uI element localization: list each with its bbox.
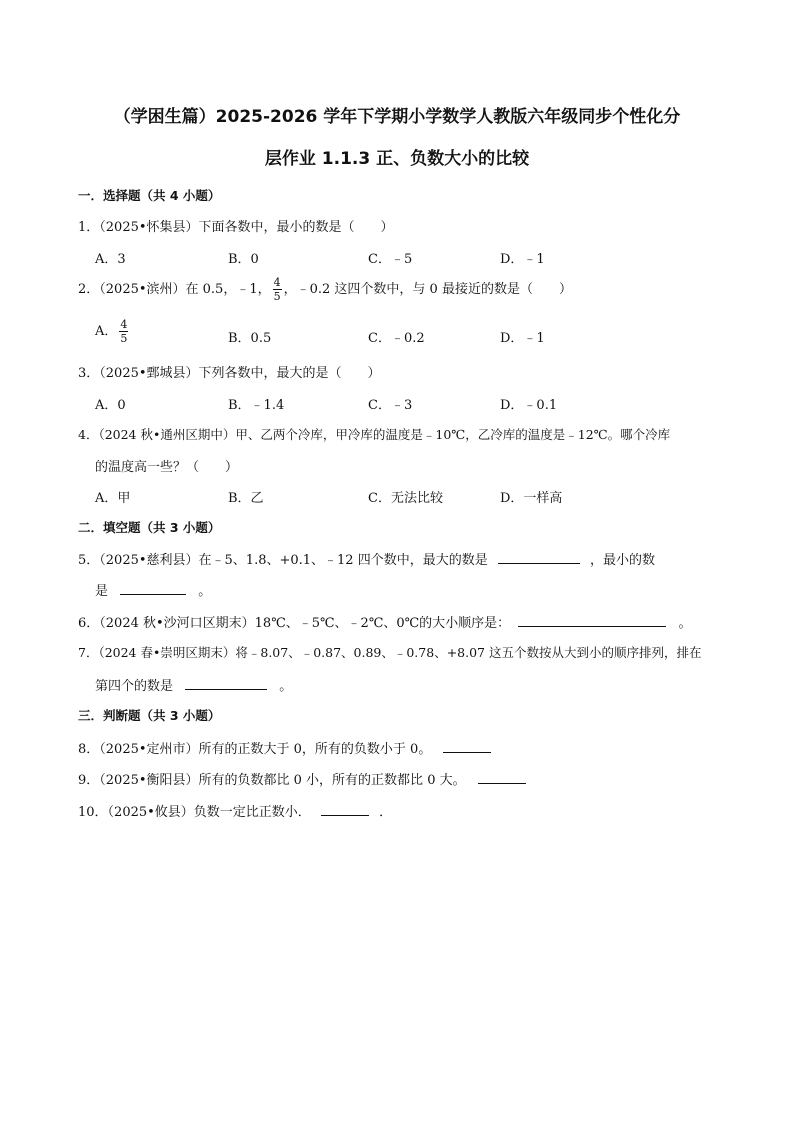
question-10-text: 10．（2025•攸县）负数一定比正数小．	[78, 805, 311, 820]
option-b: B．乙	[228, 491, 264, 506]
option-a	[95, 318, 130, 345]
question-4-line-2: 的温度高一些？（ ）	[95, 460, 239, 475]
question-5-text-d: 。	[198, 584, 212, 599]
fraction	[273, 276, 282, 303]
answer-blank[interactable]	[321, 803, 369, 816]
question-5-text-b: ，最小的数	[590, 553, 656, 568]
question-6	[78, 612, 691, 631]
question-10	[78, 801, 392, 820]
option-b: B．0	[228, 252, 259, 267]
answer-blank[interactable]	[518, 614, 666, 627]
document-title-line-1: （学困生篇）2025-2026 学年下学期小学数学人教版六年级同步个性化分	[113, 107, 681, 127]
answer-blank[interactable]	[185, 677, 267, 690]
fraction-denominator: 5	[120, 332, 128, 345]
question-2-options	[95, 318, 655, 352]
question-10-end: ．	[379, 805, 393, 820]
section-heading-fill-in: 二．填空题（共 3 小题）	[78, 520, 221, 535]
question-4-options	[95, 487, 655, 509]
option-a: A．0	[95, 398, 126, 413]
question-2	[78, 276, 572, 303]
option-b: B．0.5	[228, 331, 272, 346]
option-d: D．﹣1	[500, 331, 545, 346]
option-a: A．3	[95, 252, 126, 267]
document-title-line-2: 层作业 1.1.3 正、负数大小的比较	[264, 149, 530, 169]
question-3-options	[95, 394, 655, 416]
option-a-label: A．	[95, 324, 118, 339]
answer-blank[interactable]	[120, 582, 186, 595]
question-8	[78, 738, 491, 757]
option-c: C．﹣3	[368, 398, 413, 413]
question-1-options	[95, 248, 655, 270]
answer-blank[interactable]	[443, 740, 491, 753]
question-5-line-2	[95, 580, 211, 599]
question-5-text-a: 5．（2025•慈利县）在﹣5、1.8、+0.1、﹣12 四个数中，最大的数是	[78, 553, 488, 568]
question-9	[78, 769, 526, 788]
option-b: B．﹣1.4	[228, 398, 285, 413]
option-c: C．无法比较	[368, 491, 443, 506]
question-2-suffix: ，﹣0.2 这四个数中，与 0 最接近的数是（ ）	[283, 282, 572, 297]
question-7-text: 第四个的数是	[95, 679, 174, 694]
section-heading-true-false: 三．判断题（共 3 小题）	[78, 708, 221, 723]
fraction	[119, 318, 128, 345]
option-c: C．﹣5	[368, 252, 413, 267]
question-5-line-1	[78, 549, 655, 568]
option-a: A．甲	[95, 491, 131, 506]
fraction-numerator: 4	[120, 318, 128, 331]
question-4-line-1: 4．（2024 秋•通州区期中）甲、乙两个冷库，甲冷库的温度是﹣10℃，乙冷库的温度是﹣12℃。哪个冷库	[78, 427, 671, 442]
option-d: D．一样高	[500, 491, 563, 506]
question-3: 3．（2025•鄄城县）下列各数中，最大的是（ ）	[78, 366, 381, 381]
answer-blank[interactable]	[498, 551, 580, 564]
question-7-end: 。	[279, 679, 293, 694]
fraction-denominator: 5	[273, 290, 281, 303]
option-d: D．﹣0.1	[500, 398, 558, 413]
question-6-text: 6．（2024 秋•沙河口区期末）18℃、﹣5℃、﹣2℃、0℃的大小顺序是：	[78, 616, 511, 631]
question-5-text-c: 是	[95, 584, 109, 599]
question-9-text: 9．（2025•衡阳县）所有的负数都比 0 小，所有的正数都比 0 大。	[78, 773, 466, 788]
option-d: D．﹣1	[500, 252, 545, 267]
question-1: 1．（2025•怀集县）下面各数中，最小的数是（ ）	[78, 220, 394, 235]
question-8-text: 8．（2025•定州市）所有的正数大于 0，所有的负数小于 0。	[78, 742, 432, 757]
fraction-numerator: 4	[273, 276, 281, 289]
option-c: C．﹣0.2	[368, 331, 425, 346]
question-7-line-1: 7．（2024 春•崇明区期末）将﹣8.07、﹣0.87、0.89、﹣0.78、+8.07 这五个数按从大到小的顺序排列，排在	[78, 645, 702, 660]
question-6-end: 。	[678, 616, 692, 631]
question-7-line-2	[95, 675, 292, 694]
question-2-prefix: 2．（2025•滨州）在 0.5，﹣1，	[78, 282, 271, 297]
section-heading-choice: 一．选择题（共 4 小题）	[78, 188, 221, 203]
answer-blank[interactable]	[478, 771, 526, 784]
